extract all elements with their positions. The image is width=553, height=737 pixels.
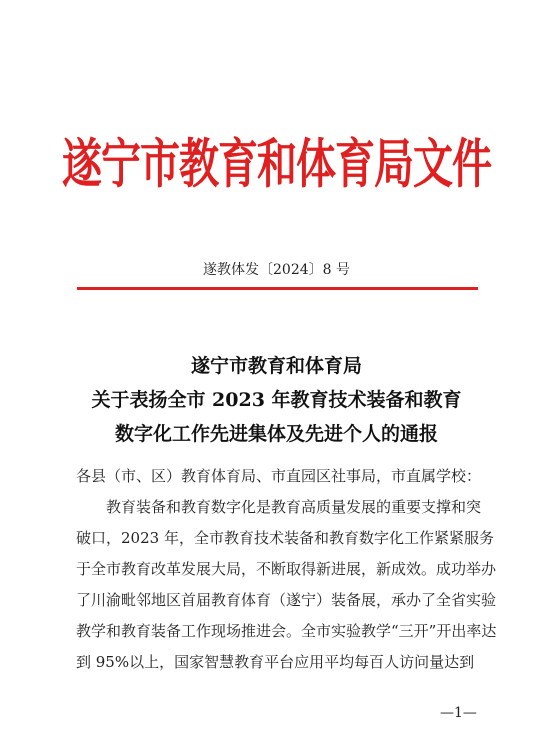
- body-line: 破口，2023 年，全市教育技术装备和教育数字化工作紧紧服务: [76, 529, 494, 547]
- red-divider-line: [77, 287, 478, 290]
- body-line: 了川渝毗邻地区首届教育体育（遂宁）装备展，承办了全省实验: [76, 591, 497, 609]
- masthead-title: 遂宁市教育和体育局文件: [62, 133, 491, 196]
- body-line: 教学和教育装备工作现场推进会。全市实验教学“三开”开出率达: [76, 622, 497, 640]
- document-title-line-2: 关于表扬全市 2023 年教育技术装备和教育: [91, 389, 462, 411]
- document-title-line-1: 遂宁市教育和体育局: [190, 355, 362, 377]
- salutation: 各县（市、区）教育体育局、市直园区社事局，市直属学校：: [76, 467, 482, 485]
- body-line: 教育装备和教育数字化是教育高质量发展的重要支撑和突: [106, 498, 482, 516]
- page-number: —1—: [440, 705, 477, 721]
- body-line: 于全市教育改革发展大局，不断取得新进展，新成效。成功举办: [76, 560, 497, 578]
- body-line: 到 95%以上，国家智慧教育平台应用平均每百人访问量达到: [76, 653, 475, 671]
- document-number: 遂教体发〔2024〕8 号: [203, 262, 350, 278]
- document-title-line-3: 数字化工作先进集体及先进个人的通报: [114, 423, 438, 445]
